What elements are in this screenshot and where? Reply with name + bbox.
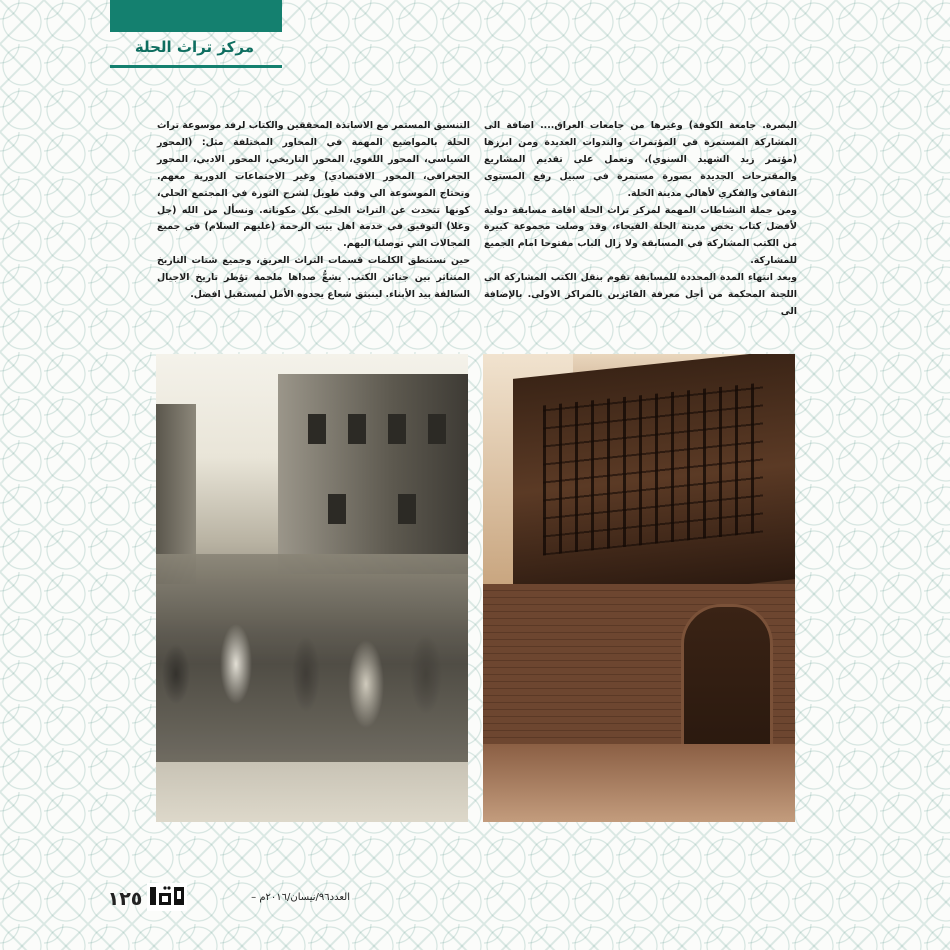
article-paragraph: التنسيق المستمر مع الاساتذة المحققين والكتاب لرفد موسوعة تراث الحلة بالمواضيع المهمة في المحاور المختلفة مثل: (المحور السياسي، المحور اللغوي، المحور التاريخي، المحور الادبي، المحور الجغرافي، المحور الاقتصادي) وغير الاجتماعات الدورية معهم. وتحتاج الموسوعة الى وقت طويل لشرح الثورة في المجتمع الحلي، كونها تتحدث عن التراث الحلي بكل مكوناته. ونسأل من الله (جل وعلا) التوفيق في خدمة اهل بيت الرحمة (عليهم السلام) في جميع المجالات التي توصلنا اليهم. (157, 120, 470, 250)
article-paragraph: ومن جملة النشاطات المهمة لمركز تراث الحلة اقامة مسابقة دولية لأفضل كتاب يخص مدينة الحلة الفيحاء، وقد وصلت مجموعة كبيرة من الكتب المشاركة في المسابقة ولا زال الباب مفتوحا امام الجميع للمشاركة. (484, 204, 797, 267)
header-accent-bar (110, 0, 282, 32)
shanasheel-house-photo (483, 354, 795, 822)
article-paragraph: حين نستنطق الكلمات قسمات التراث العريق، وجميع شتات التاريخ المتناثر بين جنائن الكتب. يشعُّ صداها ملحمة تؤطر تاريخ الاجيال السالفة بيد الأبناء. لينبثق شعاع يحدوه الأمل لمستقبل افضل. (157, 255, 470, 301)
article-paragraph: وبعد انتهاء المدة المحددة للمسابقة تقوم بنقل الكتب المشاركة الى اللجنة المحكمة من أجل معرفة الفائزين بالمراكز الاولى. بالإضافة الى (484, 272, 797, 317)
article-column-right (484, 118, 797, 321)
section-title: مركز تراث الحلة (134, 38, 254, 56)
article-paragraph: البصرة. جامعة الكوفة) وغيرها من جامعات العراق.... اضافة الى المشاركة المستمرة في المؤتمرات والندوات العديدة ومن ابرزها (مؤتمر زيد الشهيد السنوي)، وتعمل على تقديم المشاريع والمقترحات الجديدة بصورة مستمرة في سبيل رفع المستوى الثقافي والفكري لأهالي مدينة الحلة. (484, 120, 797, 199)
section-title-underline (110, 65, 282, 68)
article-column-left (157, 118, 470, 304)
magazine-logo (147, 883, 187, 911)
page-number: ١٢٥ (107, 888, 143, 910)
issue-info: العدد٩٦/نيسان/٢٠١٦م – (251, 892, 350, 903)
street-crowd-photo (156, 354, 468, 822)
